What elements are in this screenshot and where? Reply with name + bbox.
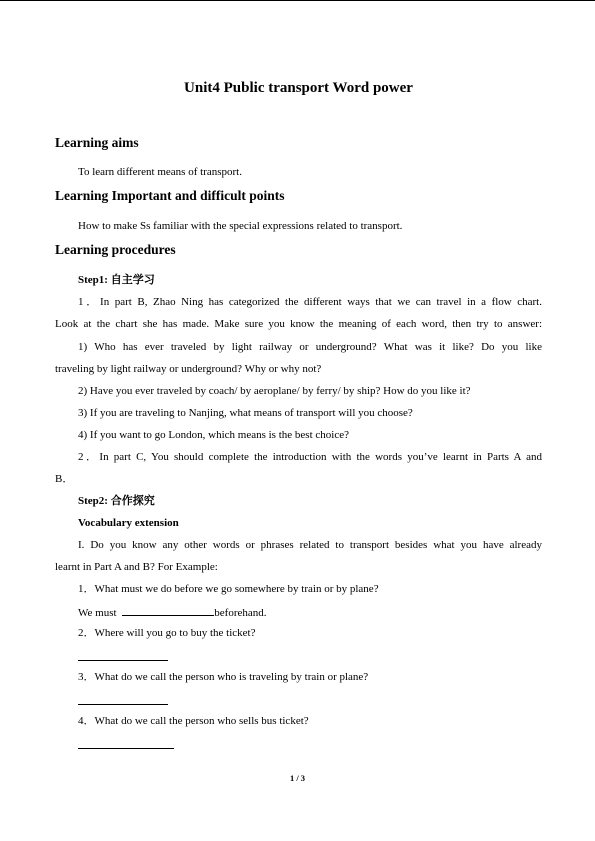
procedures-heading: Learning procedures [55,242,176,257]
step2-intro-line1: I. Do you know any other words or phrases related to transport besides what you have already [78,539,542,551]
exercise1-suffix: beforehand. [214,607,267,619]
important-text: How to make Ss familiar with the special expressions related to transport. [78,220,403,232]
aims-heading: Learning aims [55,135,139,150]
aims-text: To learn different means of transport. [78,166,242,178]
exercise3-answer-line[interactable] [78,704,168,705]
step1-item1-line1: 1．In part B, Zhao Ning has categorized the different ways that we can travel in a flow chart. [78,296,542,308]
page-title: Unit4 Public transport Word power [184,80,413,96]
step1-q1-line2: traveling by light railway or underground? Why or why not? [55,363,322,375]
step1-item2-line1: 2．In part C, You should complete the introduction with the words you’ve learnt in Parts A and [78,451,542,463]
exercise4-question: 4．What do we call the person who sells bus ticket? [78,715,309,727]
step1-label: Step1: 自主学习 [78,274,155,286]
step1-item2-line2: B． [55,473,74,485]
step2-intro-line2: learnt in Part A and B? For Example: [55,561,218,573]
exercise4-answer-line[interactable] [78,748,174,749]
step1-q4: 4) If you want to go London, which means is the best choice? [78,429,349,441]
top-border-line [0,0,595,1]
exercise1-blank[interactable] [122,604,214,616]
step1-item1-line2: Look at the chart she has made. Make sure you know the meaning of each word, then try to answer: [55,318,542,330]
step1-q3: 3) If you are traveling to Nanjing, what means of transport will you choose? [78,407,413,419]
step2-label: Step2: 合作探究 [78,495,155,507]
exercise1-answer-row [78,604,267,621]
exercise3-question: 3．What do we call the person who is traveling by train or plane? [78,671,369,683]
vocab-heading: Vocabulary extension [78,517,179,529]
exercise2-question: 2．Where will you go to buy the ticket? [78,627,256,639]
step1-q2: 2) Have you ever traveled by coach/ by aeroplane/ by ferry/ by ship? How do you like it? [78,385,471,397]
exercise1-prefix: We must [78,607,117,619]
step1-q1-line1: 1) Who has ever traveled by light railway or underground? What was it like? Do you like [78,341,542,353]
exercise2-answer-line[interactable] [78,660,168,661]
page-number: 1 / 3 [289,773,306,783]
exercise1-question: 1．What must we do before we go somewhere by train or by plane? [78,583,379,595]
important-heading: Learning Important and difficult points [55,188,285,203]
